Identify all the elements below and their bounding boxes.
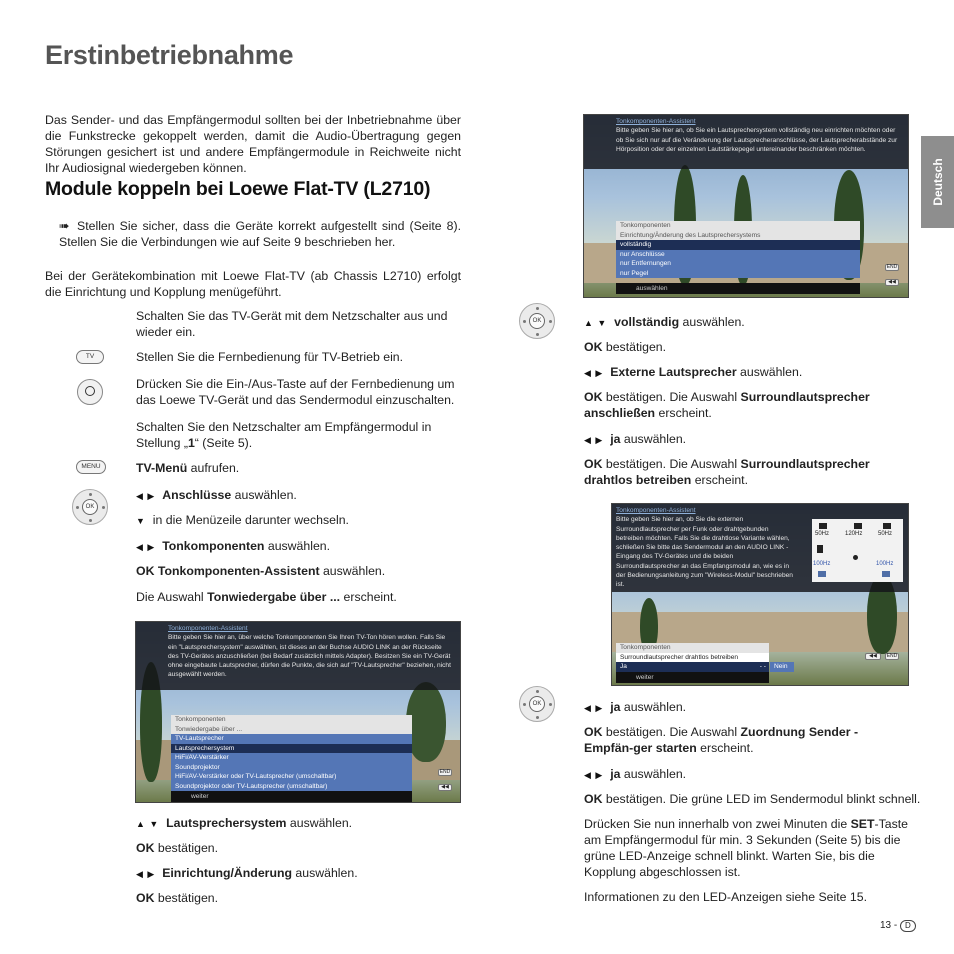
tv-button-icon: TV: [76, 350, 104, 364]
page-title: Erstinbetriebnahme: [45, 40, 294, 70]
menu-heading: Tonkomponenten: [171, 715, 412, 725]
menu-footer: auswählen: [616, 283, 860, 294]
back-key-icon: ◀◀: [865, 653, 881, 660]
left-right-arrow-icon: ◀ ▶: [584, 703, 604, 713]
speaker-frequency: 100Hz: [876, 561, 894, 567]
speaker-icon: [817, 545, 823, 553]
end-key-icon: END: [439, 769, 451, 775]
step-text: Schalten Sie das TV-Gerät mit dem Netzschalter aus und wieder ein.: [136, 309, 448, 339]
speaker-frequency: 50Hz: [815, 531, 830, 537]
step-text: ◀ ▶ Externe Lautsprecher auswählen.: [584, 365, 803, 379]
combo-paragraph: Bei der Gerätekombination mit Loewe Flat-TV (ab Chassis L2710) erfolgt die Einrichtung und Kopplung menügeführt.: [45, 269, 461, 299]
menu-panel: [616, 643, 769, 672]
step-text: OK bestätigen. Die Auswahl Zuordnung Sender - Empfän-ger starten erscheint.: [584, 725, 859, 755]
page-number: 13 - D: [880, 920, 916, 932]
section-heading: Module koppeln bei Loewe Flat-TV (L2710): [45, 178, 431, 200]
menu-item[interactable]: HiFi/AV-Verstärker: [171, 753, 412, 763]
speaker-icon: [883, 523, 891, 529]
alternative-option[interactable]: Nein: [770, 662, 794, 672]
menu-subheading: Surroundlautsprecher drahtlos betreiben: [616, 653, 769, 663]
language-code-badge: D: [900, 920, 916, 932]
tv-screenshot-3: [611, 503, 909, 686]
menu-item[interactable]: nur Anschlüsse: [616, 250, 860, 260]
info-heading: Tonkomponenten-Assistent: [616, 507, 696, 514]
menu-button-icon: MENU: [76, 460, 106, 474]
left-right-arrow-icon: ◀ ▶: [584, 770, 604, 780]
tv-screenshot-2: [583, 114, 909, 298]
step-text: ◀ ▶ ja auswählen.: [584, 767, 687, 781]
menu-item[interactable]: Soundprojektor: [171, 763, 412, 773]
end-key-icon: END: [886, 264, 898, 270]
step-text: OK bestätigen. Die Auswahl Surroundlautsprecher anschließen erscheint.: [584, 390, 870, 420]
step-text: OK bestätigen. Die grüne LED im Sendermodul blinkt schnell.: [584, 792, 921, 806]
menu-item[interactable]: TV-Lautsprecher: [171, 734, 412, 744]
speaker-frequency: 50Hz: [878, 531, 893, 537]
menu-heading: Tonkomponenten: [616, 221, 860, 231]
speaker-icon: [854, 523, 862, 529]
ok-navigation-icon: [519, 303, 555, 339]
menu-footer: weiter: [616, 672, 769, 683]
step-text: Die Auswahl Tonwiedergabe über ... erscheint.: [136, 590, 397, 604]
language-tab: [921, 136, 954, 228]
menu-subheading: Einrichtung/Änderung des Lautsprechersystems: [616, 231, 860, 241]
step-text: Drücken Sie die Ein-/Aus-Taste auf der Fernbedienung um das Loewe TV-Gerät und das Sendermodul einzuschalten.: [136, 377, 455, 407]
step-text: ◀ ▶ Einrichtung/Änderung auswählen.: [136, 866, 358, 880]
step-text: ◀ ▶ ja auswählen.: [584, 432, 687, 446]
ok-navigation-icon: [519, 686, 555, 722]
speaker-icon: [819, 523, 827, 529]
info-panel: [136, 622, 460, 690]
intro-paragraph: Das Sender- und das Empfängermodul sollten bei der Inbetriebnahme über die Funkstrecke gekoppelt werden, damit die Audio-Übertragung gegen Störungen gesichert ist und andere Empfängermodule in Reichweite nicht Ihr Audiosignal wiedergeben können.: [45, 113, 461, 175]
left-right-arrow-icon: ◀ ▶: [584, 368, 604, 378]
step-text: ◀ ▶ Tonkomponenten auswählen.: [136, 539, 331, 553]
menu-item-selected[interactable]: Lautsprechersystem: [171, 744, 412, 754]
speaker-layout-panel: [812, 519, 903, 582]
step-text: Drücken Sie nun innerhalb von zwei Minuten die SET-Taste am Empfängermodul für min. 3 Sekunden (Seite 5) bis die grüne LED-Anzeige schnell blinkt. Warten Sie, bis die Kopplung abgeschlossen ist.: [584, 817, 909, 879]
menu-heading: Tonkomponenten: [616, 643, 769, 653]
speaker-frequency: 120Hz: [845, 531, 863, 537]
left-right-arrow-icon: ◀ ▶: [136, 491, 156, 501]
ok-navigation-icon: [72, 489, 108, 525]
power-button-icon: [77, 379, 103, 405]
step-text: ◀ ▶ Anschlüsse auswählen.: [136, 488, 297, 502]
info-heading: Tonkomponenten-Assistent: [168, 625, 248, 632]
menu-panel: [171, 715, 412, 791]
ok-label: OK: [529, 313, 545, 329]
ok-label: OK: [82, 499, 98, 515]
info-panel: [584, 115, 908, 169]
left-right-arrow-icon: ◀ ▶: [136, 542, 156, 552]
up-down-arrow-icon: ▲ ▼: [584, 318, 608, 328]
step-text: Schalten Sie den Netzschalter am Empfängermodul in Stellung „1“ (Seite 5).: [136, 420, 432, 450]
tv-screenshot-1: [135, 621, 461, 803]
note-paragraph: [59, 218, 461, 250]
note-text: Stellen Sie sicher, dass die Geräte korrekt aufgestellt sind (Seite 8). Stellen Sie die Verbindungen wie auf Seite 9 beschrieben her.: [59, 219, 461, 249]
menu-item-selected[interactable]: vollständig: [616, 240, 860, 250]
back-key-icon: ◀◀: [885, 279, 899, 286]
step-text: OK bestätigen.: [136, 841, 219, 855]
info-body: Bitte geben Sie hier an, ob Sie die externen Surroundlautsprecher per Funk oder drahtgebunden betreiben möchten. Falls Sie die drahtlose Variante wählen, schließen Sie bitte das Sendermodul an den AUDIO LINK - Eingang des TV-Gerätes und die beiden Surroundlautsprecher an das Empfangsmodul an, wie es in der Bedienungsanleitung zum "Wireless-Modul" beschrieben ist.: [616, 516, 793, 589]
speaker-icon: [882, 571, 890, 577]
step-text: ◀ ▶ ja auswählen.: [584, 700, 687, 714]
arrow-icon: ➠: [59, 219, 70, 233]
menu-item[interactable]: Soundprojektor oder TV-Lautsprecher (umschaltbar): [171, 782, 412, 792]
up-down-arrow-icon: ▲ ▼: [136, 819, 160, 829]
menu-panel: [616, 221, 860, 278]
ok-label: OK: [529, 696, 545, 712]
menu-footer: weiter: [171, 791, 412, 802]
menu-item-selected[interactable]: Ja - -: [616, 662, 769, 672]
menu-subheading: Tonwiedergabe über ...: [171, 725, 412, 735]
info-body: Bitte geben Sie hier an, über welche Tonkomponenten Sie Ihren TV-Ton hören wollen. Falls Sie ein "Lautsprechersystem" auswählen, ist dieses an der Buchse AUDIO LINK an der Rückseite des TV-Gerätes anzuschließen (bei Bedarf zusätzlich mittels Adapter). Besitzen Sie ein TV-Gerät ohne eingebaute Lautsprecher, dürfen die Punkte, die sich auf "TV-Lautsprecher" beziehen, nicht ausgewählt werden.: [168, 634, 451, 679]
step-text: TV-Menü aufrufen.: [136, 461, 240, 475]
step-text: ▲ ▼ vollständig auswählen.: [584, 315, 745, 329]
listener-position-icon: [853, 555, 858, 560]
step-text: ▲ ▼ Lautsprechersystem auswählen.: [136, 816, 353, 830]
down-arrow-icon: ▼: [136, 516, 146, 526]
step-text: ▼ in die Menüzeile darunter wechseln.: [136, 513, 349, 527]
step-text: OK bestätigen.: [136, 891, 219, 905]
step-text: OK Tonkomponenten-Assistent auswählen.: [136, 564, 386, 578]
end-key-icon: END: [886, 653, 898, 659]
menu-item[interactable]: nur Entfernungen: [616, 259, 860, 269]
menu-item[interactable]: HiFi/AV-Verstärker oder TV-Lautsprecher (umschaltbar): [171, 772, 412, 782]
step-text: OK bestätigen.: [584, 340, 667, 354]
language-tab-label: Deutsch: [930, 158, 945, 206]
speaker-frequency: 100Hz: [813, 561, 831, 567]
back-key-icon: ◀◀: [438, 784, 452, 791]
step-text: Stellen Sie die Fernbedienung für TV-Betrieb ein.: [136, 350, 404, 364]
speaker-icon: [818, 571, 826, 577]
left-right-arrow-icon: ◀ ▶: [136, 869, 156, 879]
step-text: Informationen zu den LED-Anzeigen siehe Seite 15.: [584, 890, 868, 904]
step-text: OK bestätigen. Die Auswahl Surroundlautsprecher drahtlos betreiben erscheint.: [584, 457, 870, 487]
menu-item[interactable]: nur Pegel: [616, 269, 860, 279]
left-right-arrow-icon: ◀ ▶: [584, 435, 604, 445]
info-heading: Tonkomponenten-Assistent: [616, 118, 696, 125]
info-body: Bitte geben Sie hier an, ob Sie ein Lautsprechersystem vollständig neu einrichten möchten oder ob Sie sich nur auf die Veränderung der Lautsprecheranschlüsse, der Lautsprecherabstände zur Hörposition oder der einzelnen Lautstärkepegel untereinander beschränken möchten.: [616, 127, 898, 153]
